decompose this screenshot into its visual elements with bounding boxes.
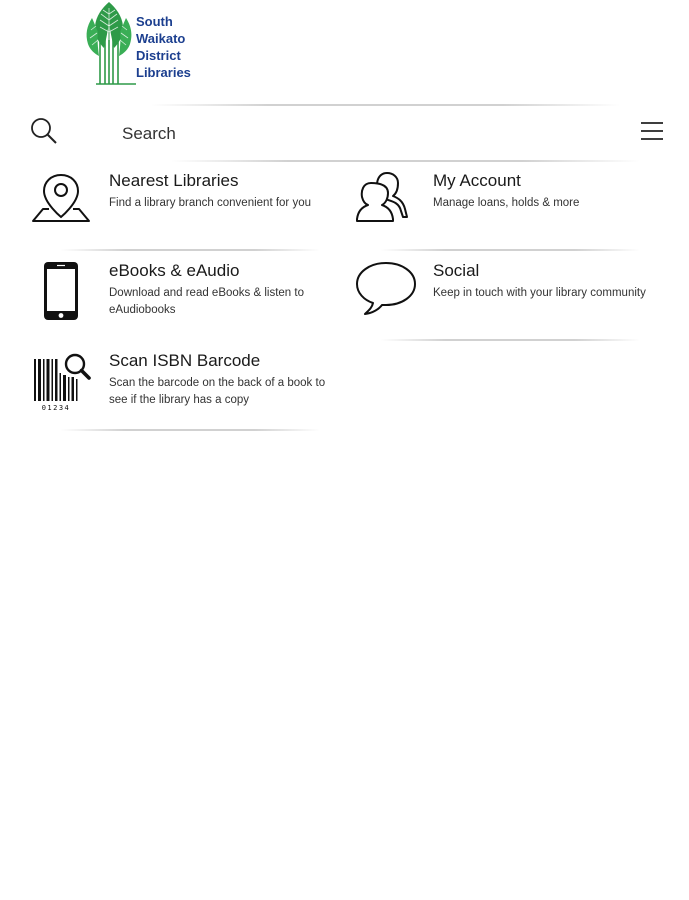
tile-scan-isbn-barcode[interactable] <box>31 351 351 431</box>
logo-line: Waikato <box>136 31 186 46</box>
divider <box>150 104 620 106</box>
search-icon[interactable] <box>30 117 58 145</box>
search-input[interactable] <box>110 118 634 150</box>
tile-title: My Account <box>433 171 521 190</box>
tile-social[interactable] <box>355 261 675 341</box>
barcode-scan-icon <box>31 351 95 415</box>
tile-ebooks-eaudio[interactable] <box>31 261 351 341</box>
tile-title: Scan ISBN Barcode <box>109 351 261 370</box>
tile-title: Nearest Libraries <box>109 171 239 190</box>
logo-line: District <box>136 48 181 63</box>
tile-title: Social <box>433 261 480 280</box>
divider <box>60 429 320 431</box>
tile-my-account[interactable] <box>355 171 675 251</box>
tile-description: Keep in touch with your library community <box>433 287 646 299</box>
tree-logo-icon <box>82 0 136 86</box>
hamburger-menu-icon[interactable] <box>640 120 664 142</box>
tile-description: Download and read eBooks & listen to eAudiobooks <box>109 287 304 316</box>
divider <box>380 339 640 341</box>
tile-nearest-libraries[interactable] <box>31 171 351 251</box>
logo-line: South <box>136 14 173 29</box>
tile-description: Manage loans, holds & more <box>433 197 580 209</box>
users-icon <box>355 171 419 235</box>
library-logo <box>82 0 222 88</box>
barcode-digits: 01234 <box>41 404 71 412</box>
divider <box>380 249 640 251</box>
tile-description: Find a library branch convenient for you <box>109 197 311 209</box>
mobile-phone-icon <box>31 261 95 325</box>
divider <box>170 160 640 162</box>
speech-bubble-icon <box>355 261 419 325</box>
tile-description: Scan the barcode on the back of a book to see if the library has a copy <box>109 377 326 406</box>
map-pin-icon <box>31 171 95 235</box>
logo-text <box>136 13 191 81</box>
tile-title: eBooks & eAudio <box>109 261 240 280</box>
logo-line: Libraries <box>136 65 191 80</box>
divider <box>60 249 320 251</box>
